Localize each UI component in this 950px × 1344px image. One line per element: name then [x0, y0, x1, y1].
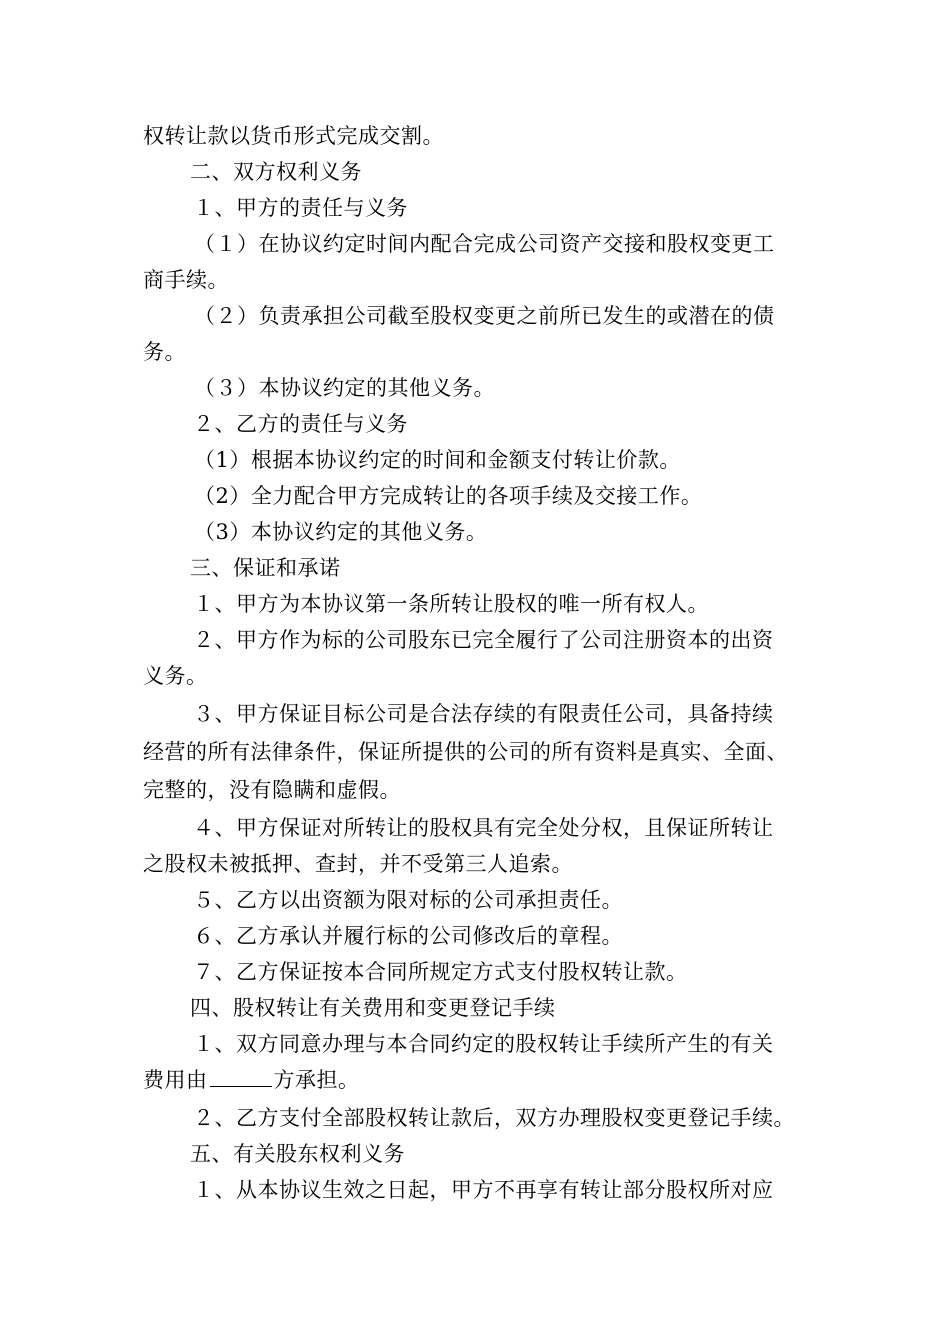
clause-heading: １、甲方的责任与义务 — [193, 196, 408, 220]
section-heading: 二、双方权利义务 — [190, 160, 362, 184]
text-line: ２、乙方支付全部股权转让款后，双方办理股权变更登记手续。 — [193, 1106, 795, 1130]
text-line: （３）本协议约定的其他义务。 — [194, 376, 495, 400]
text-line: （2）全力配合甲方完成转让的各项手续及交接工作。 — [194, 484, 703, 508]
text-line: ７、乙方保证按本合同所规定方式支付股权转让款。 — [193, 960, 688, 984]
text-line: １、从本协议生效之日起，甲方不再享有转让部分股权所对应 — [193, 1178, 774, 1202]
text-line: （２）负责承担公司截至股权变更之前所已发生的或潜在的债 — [194, 304, 775, 328]
text-line: 之股权未被抵押、查封，并不受第三人追索。 — [143, 852, 573, 876]
text-line: １、双方同意办理与本合同约定的股权转让手续所产生的有关 — [193, 1032, 774, 1056]
text-line: 完整的，没有隐瞒和虚假。 — [143, 778, 401, 802]
text-line-with-blank — [143, 1066, 360, 1094]
text-line: １、甲方为本协议第一条所转让股权的唯一所有权人。 — [193, 592, 709, 616]
fill-in-blank — [210, 1066, 272, 1087]
section-heading: 五、有关股东权利义务 — [190, 1142, 405, 1166]
text-fragment: 方承担。 — [273, 1068, 360, 1092]
text-line: ６、乙方承认并履行标的公司修改后的章程。 — [193, 924, 623, 948]
text-line: 义务。 — [143, 664, 208, 688]
clause-heading: ２、乙方的责任与义务 — [193, 412, 408, 436]
text-line: 务。 — [143, 340, 186, 364]
text-line: 商手续。 — [143, 268, 229, 292]
text-line: 权转让款以货币形式完成交割。 — [143, 124, 444, 148]
text-line: （3）本协议约定的其他义务。 — [194, 520, 488, 544]
text-line: ５、乙方以出资额为限对标的公司承担责任。 — [193, 888, 623, 912]
section-heading: 三、保证和承诺 — [190, 556, 341, 580]
text-line: ４、甲方保证对所转让的股权具有完全处分权，且保证所转让 — [193, 816, 774, 840]
text-line: ３、甲方保证目标公司是合法存续的有限责任公司，具备持续 — [193, 702, 774, 726]
text-line: ２、甲方作为标的公司股东已完全履行了公司注册资本的出资 — [193, 628, 774, 652]
text-line: （1）根据本协议约定的时间和金额支付转让价款。 — [194, 448, 681, 472]
text-line: （１）在协议约定时间内配合完成公司资产交接和股权变更工 — [194, 232, 775, 256]
section-heading: 四、股权转让有关费用和变更登记手续 — [190, 996, 556, 1020]
text-fragment: 费用由 — [143, 1068, 208, 1092]
text-line: 经营的所有法律条件，保证所提供的公司的所有资料是真实、全面、 — [143, 740, 788, 764]
